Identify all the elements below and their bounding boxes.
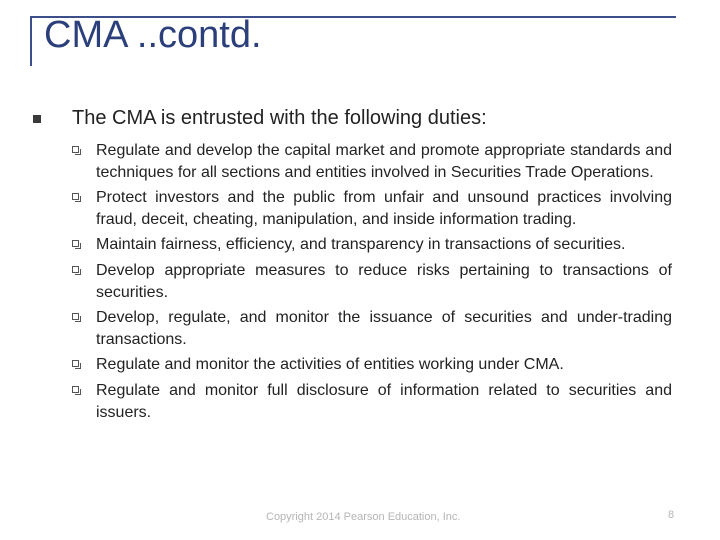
square-bullet-icon <box>33 115 41 123</box>
list-item <box>72 187 672 230</box>
checkbox-bullet-icon <box>72 360 79 367</box>
page-number: 8 <box>668 509 675 521</box>
slide-title: CMA ..contd. <box>44 14 262 56</box>
list-item <box>72 354 672 376</box>
title-frame-left-line <box>30 16 32 66</box>
copyright-footer: Copyright 2014 Pearson Education, Inc. <box>266 511 461 523</box>
duty-text: Maintain fairness, efficiency, and transparency in transactions of securities. <box>96 236 626 254</box>
duty-text: Regulate and monitor the activities of entities working under CMA. <box>96 356 564 374</box>
checkbox-bullet-icon <box>72 386 79 393</box>
duties-list <box>72 140 672 427</box>
checkbox-bullet-icon <box>72 146 79 153</box>
duty-text: Protect investors and the public from unfair and unsound practices involving fraud, deceit, cheating, manipulation, and inside information trading. <box>96 189 672 228</box>
checkbox-bullet-icon <box>72 266 79 273</box>
duty-text: Regulate and monitor full disclosure of information related to securities and issuers. <box>96 381 672 421</box>
list-item <box>72 307 672 350</box>
intro-text: The CMA is entrusted with the following duties: <box>72 107 487 129</box>
list-item <box>72 260 672 303</box>
checkbox-bullet-icon <box>72 313 79 320</box>
list-item <box>72 140 672 183</box>
duty-text: Regulate and develop the capital market and promote appropriate standards and techniques for all sections and entities involved in Securities Trade Operations. <box>96 142 672 181</box>
duty-text: Develop appropriate measures to reduce risks pertaining to transactions of securities. <box>96 261 672 301</box>
checkbox-bullet-icon <box>72 240 79 247</box>
duty-text: Develop, regulate, and monitor the issuance of securities and under-trading transactions. <box>96 309 672 348</box>
list-item <box>72 234 672 256</box>
checkbox-bullet-icon <box>72 193 79 200</box>
list-item <box>72 380 672 423</box>
